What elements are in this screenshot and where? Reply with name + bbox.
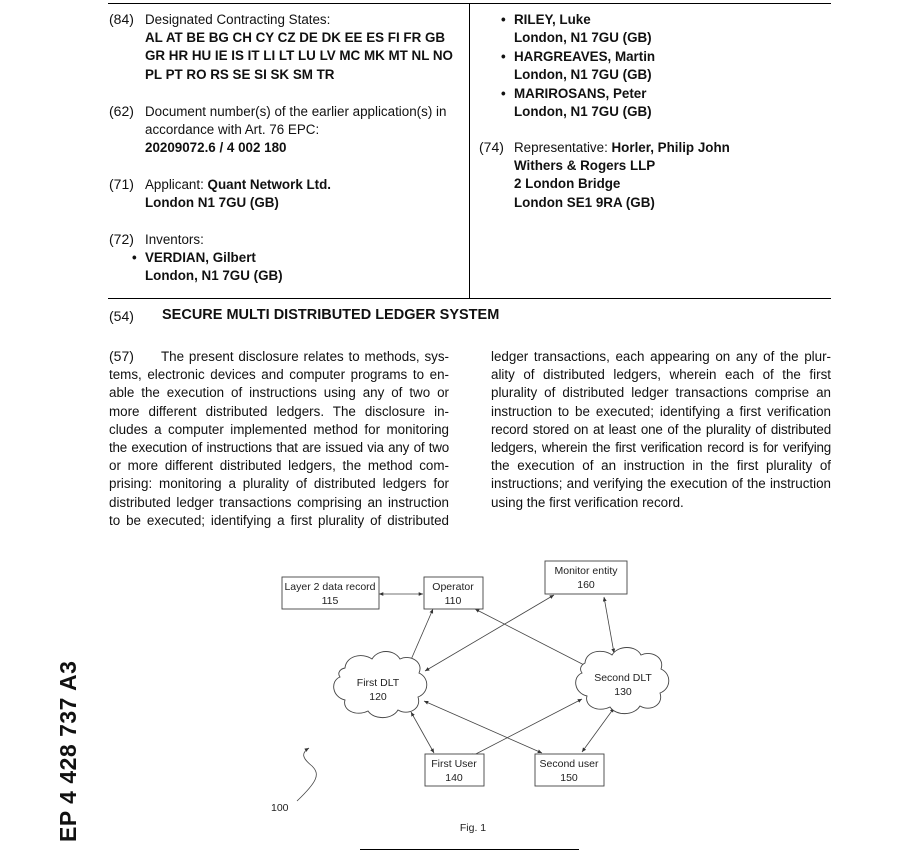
field-84-code: (84) (109, 11, 134, 27)
abstract-line: to be executed; identifying a first plurality of distributed (109, 512, 449, 528)
link-firstdlt-seconduser (424, 701, 542, 753)
inventor-address: London, N1 7GU (GB) (514, 104, 652, 120)
bullet: • (501, 12, 506, 27)
applicant-address: London N1 7GU (GB) (145, 195, 279, 211)
field-54-code: (54) (109, 308, 134, 324)
inventor-name: MARIROSANS, Peter (514, 86, 647, 101)
abstract-line: using the first verification record. (491, 494, 684, 510)
monitor-label: Monitor entity (554, 565, 618, 577)
first-dlt-label: First DLT (356, 677, 400, 689)
first-user-num: 140 (445, 772, 463, 784)
representative-city: London SE1 9RA (GB) (514, 194, 655, 210)
monitor-num: 160 (577, 579, 595, 591)
inventor-name: VERDIAN, Gilbert (145, 250, 256, 265)
abstract-line: ality of distributed ledgers, wherein each of the first (491, 367, 831, 383)
abstract-line: the execution of instructions that are issued via any of two (109, 440, 449, 456)
inventor-address: London, N1 7GU (GB) (145, 268, 283, 284)
second-user-num: 150 (560, 772, 578, 784)
bullet: • (501, 86, 506, 101)
inventors-label: Inventors: (145, 232, 204, 247)
link-firstdlt-firstuser (411, 712, 434, 753)
field-72-code: (72) (109, 231, 134, 247)
ref-100-pointer (297, 748, 316, 801)
patent-title: SECURE MULTI DISTRIBUTED LEDGER SYSTEM (162, 307, 500, 323)
field-57-code: (57) (109, 348, 134, 364)
states-line-1: AL AT BE BG CH CY CZ DE DK EE ES FI FR GB (145, 30, 446, 46)
abstract-line: The present disclosure relates to methods, sys- (161, 349, 449, 364)
abstract-line: or more different distributed ledgers, the method com- (109, 458, 449, 474)
representative-street: 2 London Bridge (514, 176, 621, 192)
link-seconddlt-firstuser (470, 699, 582, 757)
second-dlt-label: Second DLT (594, 672, 652, 684)
abstract-line: ledger transactions, each appearing on any of the plur- (491, 349, 831, 364)
applicant-label: Applicant: (145, 177, 208, 192)
operator-num: 110 (444, 595, 462, 607)
link-seconddlt-seconduser (582, 708, 614, 752)
figure-ref-100: 100 (271, 802, 289, 814)
representative-name: Horler, Philip John (611, 140, 730, 155)
abstract-line: cludes a computer implemented method for monitoring (109, 421, 449, 437)
bullet: • (501, 49, 506, 64)
states-line-2: GR HR HU IE IS IT LI LT LU LV MC MK MT NL NO (145, 48, 453, 64)
second-user-label: Second user (539, 758, 599, 770)
inventor-address: London, N1 7GU (GB) (514, 67, 652, 83)
inventor-name: HARGREAVES, Martin (514, 49, 656, 64)
abstract-line: the execution of an instruction in the first plurality of (491, 458, 831, 474)
abstract-line: tems, electronic devices and computer programs to en- (109, 367, 449, 383)
figure-caption: Fig. 1 (459, 822, 487, 834)
states-line-3: PL PT RO RS SE SI SK SM TR (145, 66, 335, 82)
layer2-label: Layer 2 data record (284, 581, 376, 593)
representative-label: Representative: (514, 140, 612, 155)
abstract-line: plurality of distributed ledger transactions comprise an (491, 385, 831, 401)
link-operator-firstdlt (410, 609, 433, 662)
abstract-line: distributed ledger transactions comprising an instruction (109, 494, 449, 510)
link-operator-seconddlt (475, 609, 590, 668)
field-84-label: Designated Contracting States: (145, 12, 331, 27)
inventor-name: RILEY, Luke (514, 12, 591, 27)
applicant-name: Quant Network Ltd. (207, 177, 332, 192)
bullet: • (132, 250, 137, 265)
first-dlt-num: 120 (369, 691, 387, 703)
link-monitor-seconddlt (604, 597, 614, 653)
field-62-label-1: Document number(s) of the earlier application(s) in (145, 104, 447, 119)
abstract-line: record stored on at least one of the plurality of distributed (491, 421, 831, 437)
field-71-code: (71) (109, 176, 134, 192)
layer2-num: 115 (321, 595, 339, 607)
second-dlt-num: 130 (614, 686, 632, 698)
inventor-address: London, N1 7GU (GB) (514, 30, 652, 46)
field-62-label-2: accordance with Art. 76 EPC: (145, 122, 320, 138)
first-user-label: First User (431, 758, 477, 770)
abstract-line: instructions; and verifying the execution of the instruction (491, 476, 831, 492)
abstract-line: instruction to be executed; identifying a first verification (491, 403, 831, 419)
representative-firm: Withers & Rogers LLP (514, 158, 656, 174)
earlier-application-number: 20209072.6 / 4 002 180 (145, 140, 287, 156)
field-74-code: (74) (479, 139, 504, 155)
abstract-line: ledgers, wherein the first verification record is for verifying (491, 440, 831, 456)
field-62-code: (62) (109, 103, 134, 119)
abstract-line: prising: monitoring a plurality of distributed ledgers for (109, 476, 449, 492)
publication-number-side-label: EP 4 428 737 A3 (55, 660, 81, 842)
operator-label: Operator (432, 581, 474, 593)
abstract-line: able the execution of instructions using any of two or (109, 385, 449, 401)
abstract-line: more different distributed ledgers. The disclosure in- (109, 403, 449, 419)
bottom-rule (360, 849, 579, 850)
